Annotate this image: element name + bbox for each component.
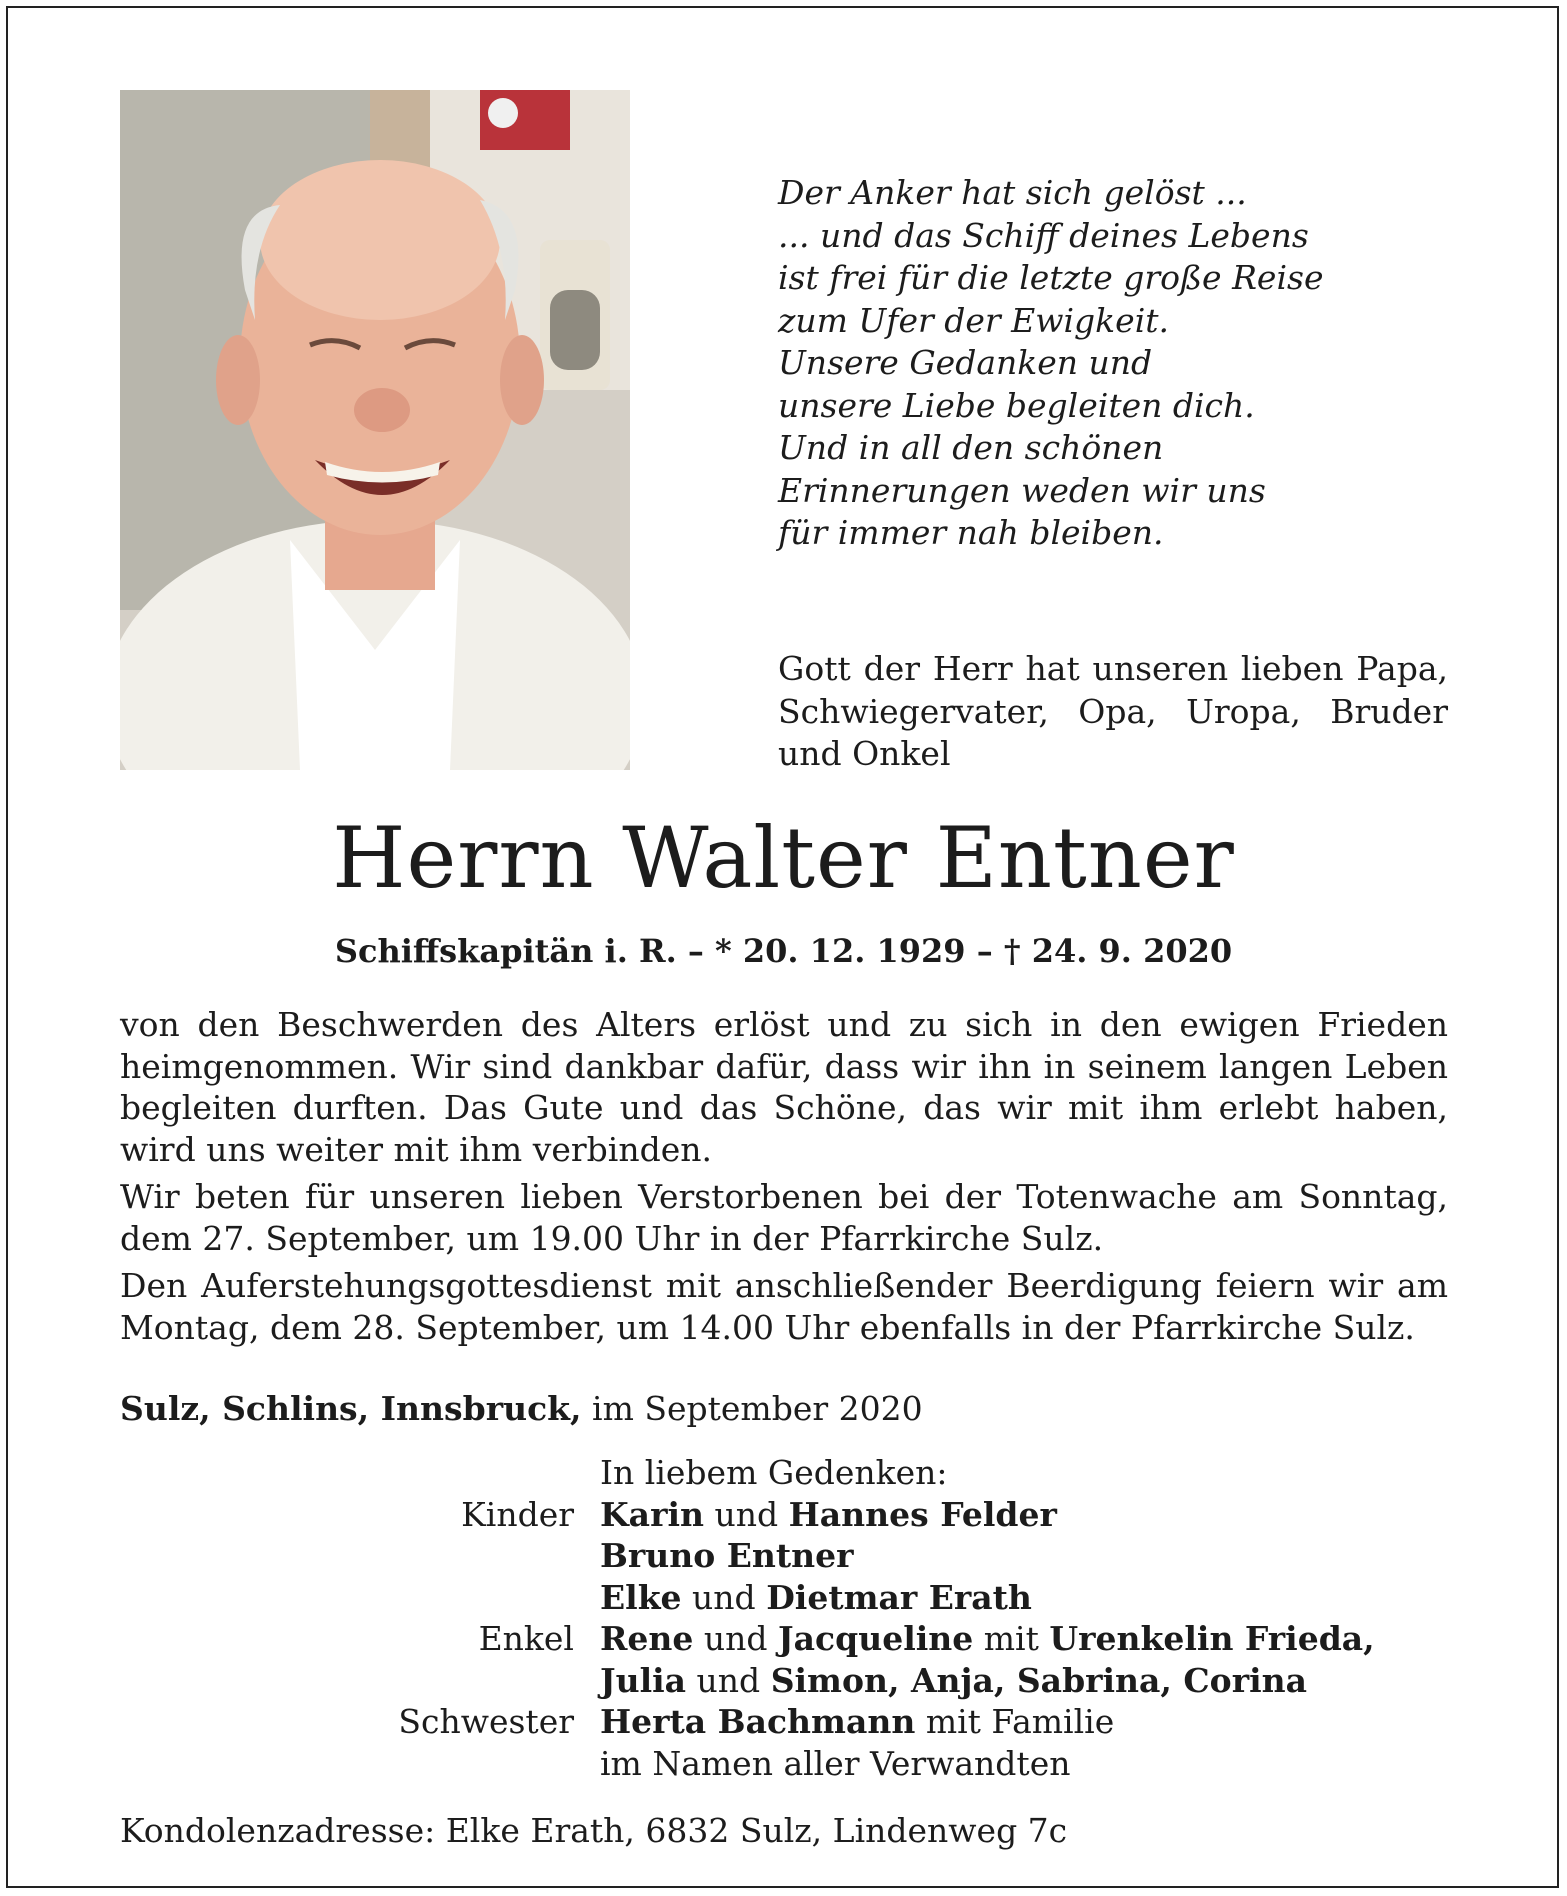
family-heading: In liebem Gedenken: xyxy=(600,1453,948,1492)
poem-line: unsere Liebe begleiten dich. xyxy=(778,385,1255,425)
member-name: Rene xyxy=(600,1619,694,1658)
family-label xyxy=(120,1660,600,1702)
family-members xyxy=(600,1701,1114,1743)
connector-text: mit Familie xyxy=(915,1702,1115,1741)
member-name: Jacqueline xyxy=(778,1619,974,1658)
family-label xyxy=(120,1577,600,1619)
member-name: Dietmar Erath xyxy=(766,1577,1032,1617)
announcement-body xyxy=(120,1004,1448,1354)
family-label: Schwester xyxy=(398,1702,574,1741)
poem xyxy=(778,172,1498,555)
family-label: Kinder xyxy=(461,1494,574,1534)
family-row xyxy=(120,1660,1448,1702)
family-members xyxy=(600,1660,1307,1702)
family-members xyxy=(600,1577,1032,1619)
body-paragraph: Wir beten für unseren lieben Verstorbenen bei der Totenwache am Sonntag, dem 27. September, um 19.00 Uhr in der Pfarrkirche Sulz. xyxy=(120,1177,1448,1258)
family-row xyxy=(120,1743,1448,1785)
family-label xyxy=(120,1743,600,1785)
portrait-photo xyxy=(120,90,630,770)
member-name: Urenkelin Frieda, xyxy=(1049,1619,1375,1658)
member-name: Karin xyxy=(600,1494,704,1534)
family-members xyxy=(600,1618,1375,1660)
member-name: Herta Bachmann xyxy=(600,1702,916,1741)
family-row xyxy=(120,1618,1448,1660)
member-name: Bruno Entner xyxy=(600,1536,854,1575)
member-name: Hannes Felder xyxy=(788,1494,1057,1534)
title-and-dates: Schiffskapitän i. R. – * 20. 12. 1929 – † 24. 9. 2020 xyxy=(334,932,1233,970)
family-row xyxy=(120,1577,1448,1619)
intro-text: Gott der Herr hat unseren lieben Papa, Schwiegervater, Opa, Uropa, Bruder und Onkel xyxy=(778,649,1448,773)
family-members xyxy=(600,1535,854,1577)
poem-line: Der Anker hat sich gelöst ... xyxy=(778,173,1247,212)
family-members xyxy=(600,1494,1057,1536)
poem-line: für immer nah bleiben. xyxy=(778,513,1164,552)
member-name: Julia xyxy=(600,1660,687,1700)
family-label: Enkel xyxy=(478,1619,574,1658)
body-paragraph: von den Beschwerden des Alters erlöst und zu sich in den ewigen Frieden heimgenommen. Wir sind dankbar dafür, dass wir ihn in seinem langen Leben begleiten durften. Das Gute und das Schöne, das wir mit ihm erlebt haben, wird uns weiter mit ihm verbinden. xyxy=(120,1005,1448,1169)
poem-line: Erinnerungen weden wir uns xyxy=(778,470,1266,510)
date-text: im September 2020 xyxy=(581,1389,923,1428)
poem-line: Unsere Gedanken und xyxy=(778,343,1153,382)
connector-text: und xyxy=(681,1577,767,1617)
connector-text: und xyxy=(693,1619,779,1658)
family-list xyxy=(120,1452,1448,1784)
member-name: Simon, Anja, Sabrina, Corina xyxy=(770,1660,1307,1700)
connector-text: mit xyxy=(973,1619,1050,1658)
place-names: Sulz, Schlins, Innsbruck, xyxy=(120,1389,582,1428)
family-row xyxy=(120,1701,1448,1743)
condolence-address: Kondolenzadresse: Elke Erath, 6832 Sulz, Lindenweg 7c xyxy=(120,1811,1068,1850)
body-paragraph: Den Auferstehungsgottesdienst mit anschließender Beerdigung feiern wir am Montag, dem 28. September, um 14.00 Uhr ebenfalls in der Pfarrkirche Sulz. xyxy=(120,1266,1448,1347)
connector-text: und xyxy=(686,1660,771,1700)
member-name: Elke xyxy=(600,1577,682,1617)
poem-line: ist frei für die letzte große Reise xyxy=(778,258,1324,297)
family-row xyxy=(120,1494,1448,1536)
family-heading-row xyxy=(120,1452,1448,1494)
family-row xyxy=(120,1535,1448,1577)
family-label xyxy=(120,1535,600,1577)
poem-line: ... und das Schiff deines Lebens xyxy=(778,215,1309,255)
connector-text: im Namen aller Verwandten xyxy=(600,1743,1071,1783)
family-label xyxy=(120,1452,600,1494)
poem-line: Und in all den schönen xyxy=(778,428,1164,467)
family-members xyxy=(600,1743,1070,1785)
deceased-name: Herrn Walter Entner xyxy=(332,809,1235,907)
connector-text: und xyxy=(703,1494,789,1534)
place-and-date xyxy=(120,1388,923,1430)
poem-line: zum Ufer der Ewigkeit. xyxy=(778,300,1170,340)
